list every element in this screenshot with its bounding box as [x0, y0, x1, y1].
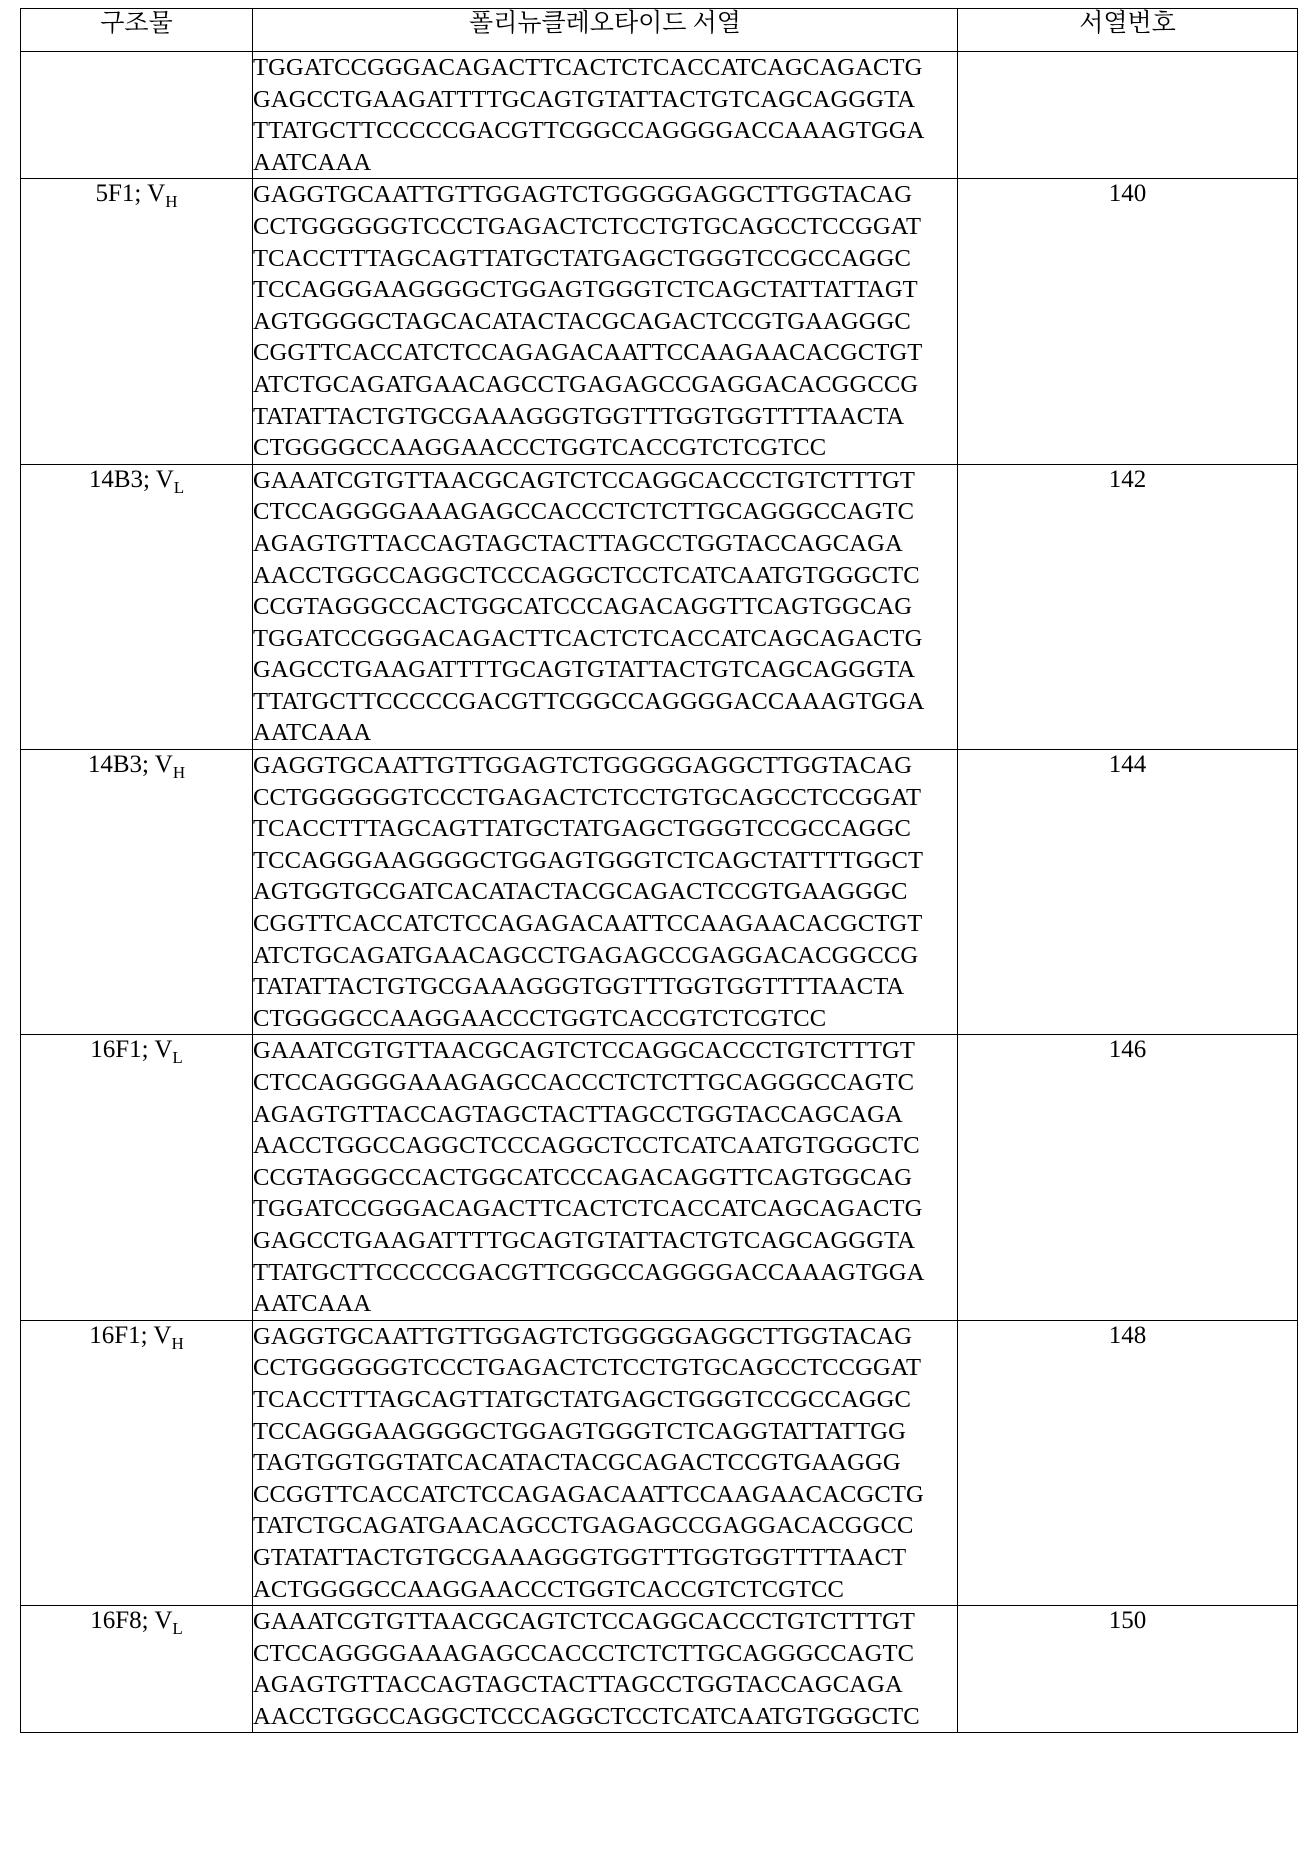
- table-row: [21, 750, 1298, 1035]
- sequence-line: TAGTGGTGGTATCACATACTACGCAGACTCCGTGAAGGG: [253, 1449, 901, 1477]
- construct-label: 14B3; V: [87, 751, 173, 779]
- sequence-line: CTCCAGGGGAAAGAGCCACCCTCTCTTGCAGGGCCAGTC: [253, 498, 915, 526]
- sequence-line: ACTGGGGCCAAGGAACCCTGGTCACCGTCTCGTCC: [253, 1575, 845, 1603]
- sequence-line: ATCTGCAGATGAACAGCCTGAGAGCCGAGGACACGGCCG: [253, 370, 919, 398]
- construct-label: 14B3; V: [88, 465, 174, 493]
- construct-cell: [21, 1035, 253, 1320]
- sequence-line: TATATTACTGTGCGAAAGGGTGGTTTGGTGGTTTTAACTA: [253, 402, 905, 430]
- table-body: [21, 52, 1298, 1733]
- sequence-line: GAGCCTGAAGATTTTGCAGTGTATTACTGTCAGCAGGGTA: [253, 85, 916, 113]
- seq-no-cell: 148: [958, 1320, 1298, 1605]
- table-row: [21, 1606, 1298, 1733]
- sequence-line: CCTGGGGGGTCCCTGAGACTCTCCTGTGCAGCCTCCGGAT: [253, 783, 922, 811]
- sequence-line: AATCAAA: [253, 719, 372, 747]
- construct-cell: [21, 1320, 253, 1605]
- table-row: [21, 179, 1298, 464]
- construct-chain-subscript: H: [171, 1333, 184, 1353]
- sequence-line: GAGGTGCAATTGTTGGAGTCTGGGGGAGGCTTGGTACAG: [253, 1322, 913, 1350]
- sequence-line: AACCTGGCCAGGCTCCCAGGCTCCTCATCAATGTGGGCTC: [253, 1702, 920, 1730]
- sequence-cell: [253, 1606, 958, 1733]
- table-row: [21, 52, 1298, 179]
- sequence-line: TTATGCTTCCCCCGACGTTCGGCCAGGGGACCAAAGTGGA: [253, 687, 925, 715]
- sequence-line: GAGGTGCAATTGTTGGAGTCTGGGGGAGGCTTGGTACAG: [253, 181, 913, 209]
- sequence-cell: [253, 750, 958, 1035]
- sequence-line: TATATTACTGTGCGAAAGGGTGGTTTGGTGGTTTTAACTA: [253, 973, 905, 1001]
- sequence-line: AGAGTGTTACCAGTAGCTACTTAGCCTGGTACCAGCAGA: [253, 1100, 903, 1128]
- seq-no-cell: 150: [958, 1606, 1298, 1733]
- sequence-line: GAAATCGTGTTAACGCAGTCTCCAGGCACCCTGTCTTTGT: [253, 1037, 915, 1065]
- seq-no-cell: 142: [958, 464, 1298, 749]
- sequence-listing-table: [20, 8, 1298, 1733]
- sequence-line: AGTGGGGCTAGCACATACTACGCAGACTCCGTGAAGGGC: [253, 307, 911, 335]
- seq-no-cell: 144: [958, 750, 1298, 1035]
- table-row: [21, 464, 1298, 749]
- sequence-text: [253, 750, 957, 1034]
- table-row: [21, 1320, 1298, 1605]
- sequence-line: TCCAGGGAAGGGGCTGGAGTGGGTCTCAGCTATTTTGGCT: [253, 846, 924, 874]
- construct-chain-subscript: H: [165, 192, 178, 212]
- sequence-text: [253, 1321, 957, 1605]
- sequence-text: [253, 1606, 957, 1732]
- seq-no-cell: 146: [958, 1035, 1298, 1320]
- sequence-line: TGGATCCGGGACAGACTTCACTCTCACCATCAGCAGACTG: [253, 1195, 923, 1223]
- sequence-text: [253, 179, 957, 463]
- construct-cell: [21, 464, 253, 749]
- sequence-line: CCGTAGGGCCACTGGCATCCCAGACAGGTTCAGTGGCAG: [253, 593, 913, 621]
- sequence-cell: [253, 179, 958, 464]
- sequence-line: TATCTGCAGATGAACAGCCTGAGAGCCGAGGACACGGCC: [253, 1512, 914, 1540]
- sequence-line: CTGGGGCCAAGGAACCCTGGTCACCGTCTCGTCC: [253, 434, 827, 462]
- sequence-line: GTATATTACTGTGCGAAAGGGTGGTTTGGTGGTTTTAACT: [253, 1543, 907, 1571]
- sequence-text: [253, 465, 957, 749]
- construct-chain-subscript: H: [172, 763, 186, 783]
- sequence-line: TCACCTTTAGCAGTTATGCTATGAGCTGGGTCCGCCAGGC: [253, 815, 912, 843]
- sequence-line: GAGGTGCAATTGTTGGAGTCTGGGGGAGGCTTGGTACAG: [253, 752, 913, 780]
- sequence-line: TCCAGGGAAGGGGCTGGAGTGGGTCTCAGGTATTATTGG: [253, 1417, 907, 1445]
- construct-label: 5F1; V: [95, 180, 166, 208]
- sequence-line: AGAGTGTTACCAGTAGCTACTTAGCCTGGTACCAGCAGA: [253, 529, 903, 557]
- sequence-line: AACCTGGCCAGGCTCCCAGGCTCCTCATCAATGTGGGCTC: [253, 1132, 920, 1160]
- sequence-line: TTATGCTTCCCCCGACGTTCGGCCAGGGGACCAAAGTGGA: [253, 117, 925, 145]
- construct-chain-subscript: L: [172, 1048, 183, 1068]
- sequence-line: GAAATCGTGTTAACGCAGTCTCCAGGCACCCTGTCTTTGT: [253, 466, 915, 494]
- sequence-cell: [253, 1035, 958, 1320]
- construct-label: 16F1; V: [89, 1321, 172, 1349]
- sequence-cell: [253, 1320, 958, 1605]
- sequence-line: AATCAAA: [253, 148, 372, 176]
- sequence-line: GAGCCTGAAGATTTTGCAGTGTATTACTGTCAGCAGGGTA: [253, 656, 916, 684]
- sequence-line: TGGATCCGGGACAGACTTCACTCTCACCATCAGCAGACTG: [253, 624, 923, 652]
- sequence-line: CTGGGGCCAAGGAACCCTGGTCACCGTCTCGTCC: [253, 1004, 827, 1032]
- sequence-line: AGTGGTGCGATCACATACTACGCAGACTCCGTGAAGGGC: [253, 878, 908, 906]
- sequence-text: [253, 1035, 957, 1319]
- sequence-line: TCCAGGGAAGGGGCTGGAGTGGGTCTCAGCTATTATTAGT: [253, 276, 918, 304]
- sequence-line: TTATGCTTCCCCCGACGTTCGGCCAGGGGACCAAAGTGGA: [253, 1258, 925, 1286]
- sequence-text: [253, 52, 957, 178]
- construct-cell: [21, 750, 253, 1035]
- table-header: [21, 9, 1298, 52]
- column-header-sequence: 폴리뉴클레오타이드 서열: [253, 9, 958, 52]
- sequence-line: CTCCAGGGGAAAGAGCCACCCTCTCTTGCAGGGCCAGTC: [253, 1069, 915, 1096]
- sequence-line: TGGATCCGGGACAGACTTCACTCTCACCATCAGCAGACTG: [253, 54, 923, 81]
- sequence-line: CCTGGGGGGTCCCTGAGACTCTCCTGTGCAGCCTCCGGAT: [253, 212, 922, 240]
- construct-chain-subscript: L: [172, 1619, 183, 1639]
- construct-label: 16F8; V: [90, 1607, 173, 1635]
- construct-cell: [21, 179, 253, 464]
- sequence-line: GAGCCTGAAGATTTTGCAGTGTATTACTGTCAGCAGGGTA: [253, 1226, 916, 1254]
- column-header-construct: 구조물: [21, 9, 253, 52]
- sequence-line: CGGTTCACCATCTCCAGAGACAATTCCAAGAACACGCTGT: [253, 339, 923, 367]
- sequence-line: CGGTTCACCATCTCCAGAGACAATTCCAAGAACACGCTGT: [253, 910, 923, 938]
- sequence-line: TCACCTTTAGCAGTTATGCTATGAGCTGGGTCCGCCAGGC: [253, 1385, 912, 1413]
- seq-no-cell: 140: [958, 179, 1298, 464]
- sequence-line: CCGGTTCACCATCTCCAGAGACAATTCCAAGAACACGCTG: [253, 1480, 924, 1508]
- header-row: [21, 9, 1298, 52]
- sequence-cell: [253, 464, 958, 749]
- sequence-line: ATCTGCAGATGAACAGCCTGAGAGCCGAGGACACGGCCG: [253, 941, 919, 969]
- sequence-line: AATCAAA: [253, 1290, 372, 1318]
- sequence-line: AACCTGGCCAGGCTCCCAGGCTCCTCATCAATGTGGGCTC: [253, 561, 920, 589]
- sequence-line: CCTGGGGGGTCCCTGAGACTCTCCTGTGCAGCCTCCGGAT: [253, 1354, 922, 1382]
- construct-cell: [21, 1606, 253, 1733]
- construct-label: 16F1; V: [90, 1036, 173, 1064]
- construct-cell: [21, 52, 253, 179]
- sequence-line: GAAATCGTGTTAACGCAGTCTCCAGGCACCCTGTCTTTGT: [253, 1608, 915, 1636]
- sequence-line: CCGTAGGGCCACTGGCATCCCAGACAGGTTCAGTGGCAG: [253, 1163, 913, 1191]
- sequence-cell: [253, 52, 958, 179]
- sequence-line: CTCCAGGGGAAAGAGCCACCCTCTCTTGCAGGGCCAGTC: [253, 1639, 915, 1667]
- sequence-line: AGAGTGTTACCAGTAGCTACTTAGCCTGGTACCAGCAGA: [253, 1671, 903, 1699]
- construct-chain-subscript: L: [173, 477, 185, 497]
- column-header-seq-no: 서열번호: [958, 9, 1298, 52]
- seq-no-cell: [958, 52, 1298, 179]
- sequence-line: TCACCTTTAGCAGTTATGCTATGAGCTGGGTCCGCCAGGC: [253, 244, 912, 272]
- table-row: [21, 1035, 1298, 1320]
